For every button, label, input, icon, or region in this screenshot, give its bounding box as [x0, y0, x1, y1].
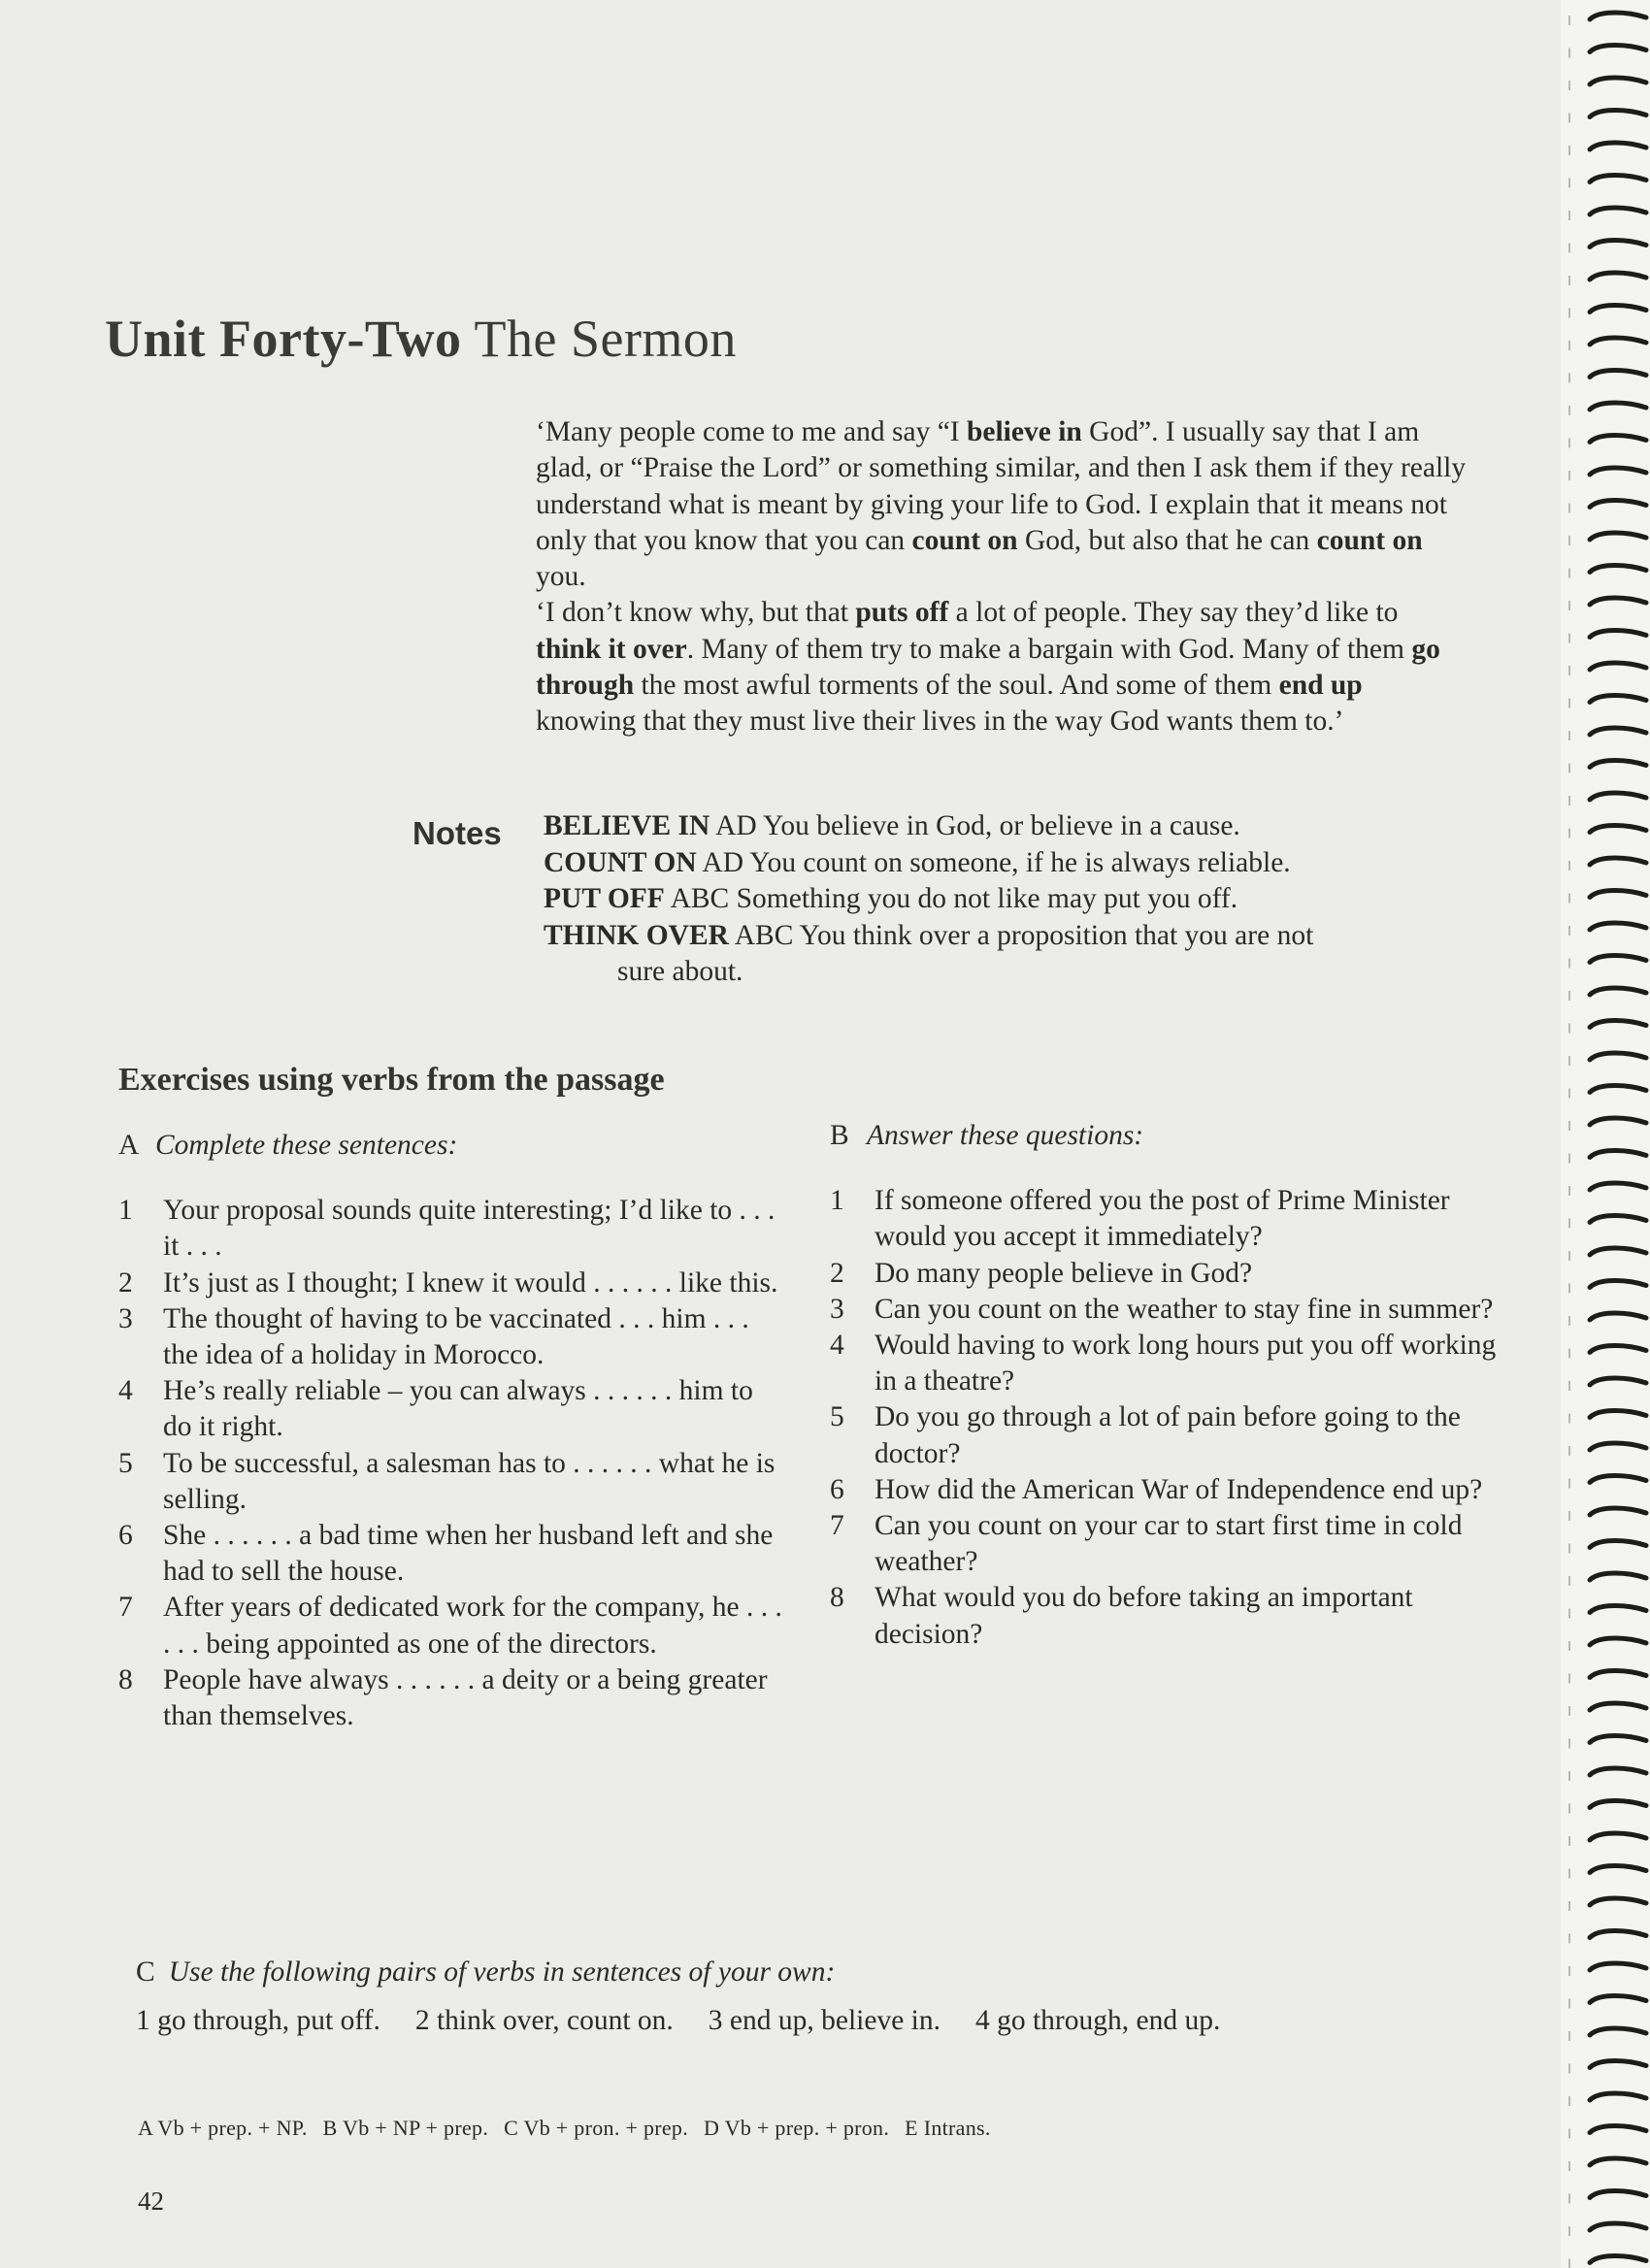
- spiral-coil: [1590, 241, 1646, 247]
- binding-hole: [1568, 699, 1570, 708]
- item-text: Your proposal sounds quite interesting; I’d like to . . . it . . .: [163, 1195, 776, 1263]
- spiral-coil: [1590, 273, 1646, 279]
- spiral-coil: [1590, 1931, 1646, 1938]
- exercise-c-header: [136, 1954, 1495, 1990]
- spiral-coil: [1590, 1703, 1646, 1710]
- note-text: You think over a proposition that you are not: [799, 919, 1314, 951]
- exercise-letter: C: [136, 1956, 155, 1988]
- verb-pair: 2 think over, count on.: [414, 2005, 674, 2036]
- passage-text: . Many of them try to make a bargain with God. Many of them: [686, 633, 1412, 665]
- binding-hole: [1568, 146, 1570, 155]
- binding-hole: [1568, 1934, 1570, 1944]
- binding-hole: [1568, 114, 1570, 123]
- spiral-coil: [1590, 1996, 1646, 2003]
- binding-hole: [1568, 536, 1570, 545]
- exercise-instruction: Complete these sentences:: [155, 1130, 458, 1161]
- binding-hole: [1568, 666, 1570, 675]
- spiral-coil: [1590, 176, 1646, 182]
- unit-number: Unit Forty-Two: [105, 310, 462, 368]
- item-number: 5: [118, 1447, 133, 1479]
- binding-hole: [1568, 1089, 1570, 1099]
- item-text: After years of dedicated work for the company, he . . . . . . being appointed as one of the directors.: [163, 1592, 782, 1660]
- item-text: It’s just as I thought; I knew it would . . . . . . like this.: [163, 1266, 778, 1298]
- spiral-coil: [1590, 2028, 1646, 2035]
- binding-hole: [1568, 861, 1570, 871]
- binding-hole: [1568, 1316, 1570, 1326]
- note-code: ABC: [734, 919, 794, 951]
- note-code: AD: [702, 846, 743, 878]
- phrasal-verb: believe in: [966, 416, 1082, 447]
- binding-hole: [1568, 1446, 1570, 1456]
- binding-hole: [1568, 601, 1570, 610]
- item-text: Would having to work long hours put you off working in a theatre?: [874, 1330, 1497, 1397]
- page-number: 42: [138, 2186, 164, 2216]
- spiral-coil: [1590, 793, 1646, 800]
- binding-hole: [1568, 2096, 1570, 2106]
- spiral-coil: [1590, 858, 1646, 865]
- spiral-coil: [1590, 306, 1646, 312]
- exercise-a-items: [118, 1193, 788, 1734]
- item-number: 5: [830, 1401, 844, 1433]
- item-number: 4: [118, 1375, 133, 1407]
- spiral-coil: [1590, 1736, 1646, 1743]
- item-text: Can you count on your car to start first time in cold weather?: [874, 1510, 1463, 1578]
- binding-hole: [1568, 569, 1570, 578]
- legend-item: B Vb + NP + prep.: [322, 2116, 489, 2140]
- phrasal-verb: think it over: [536, 633, 687, 665]
- spiral-coil: [1590, 1053, 1646, 1060]
- spiral-coil: [1590, 1021, 1646, 1028]
- note-text: You count on someone, if he is always reliable.: [749, 846, 1291, 878]
- binding-hole: [1568, 2259, 1570, 2268]
- spiral-coil: [1590, 1541, 1646, 1548]
- binding-hole: [1568, 244, 1570, 253]
- phrasal-verb: end up: [1278, 670, 1363, 702]
- exercise-item: [830, 1328, 1509, 1399]
- spiral-coil: [1590, 1638, 1646, 1645]
- spiral-coil: [1590, 663, 1646, 670]
- spiral-coil: [1590, 696, 1646, 703]
- exercise-item: [830, 1292, 1509, 1328]
- spiral-coil: [1590, 1216, 1646, 1223]
- item-text: She . . . . . . a bad time when her husband left and she had to sell the house.: [163, 1520, 774, 1588]
- item-number: 1: [118, 1195, 133, 1227]
- exercise-a-header: [118, 1128, 788, 1164]
- exercise-item: [118, 1662, 788, 1734]
- binding-hole: [1568, 504, 1570, 513]
- spiral-coil: [1590, 956, 1646, 963]
- exercise-item: [830, 1472, 1509, 1508]
- exercise-c-pairs: [136, 2002, 1495, 2039]
- binding-hole: [1568, 2194, 1570, 2204]
- binding-hole: [1568, 731, 1570, 740]
- binding-hole: [1568, 2129, 1570, 2139]
- spiral-coil: [1590, 2126, 1646, 2133]
- binding-hole: [1568, 276, 1570, 285]
- spiral-coil: [1590, 2061, 1646, 2068]
- binding-hole: [1568, 1641, 1570, 1651]
- phrasal-verb: go through: [536, 633, 1440, 702]
- spiral-coil: [1590, 1508, 1646, 1515]
- spiral-coil: [1590, 1411, 1646, 1418]
- passage-text: knowing that they must live their lives in the way God wants them to.’: [536, 706, 1344, 738]
- exercise-item: [118, 1590, 788, 1661]
- spiral-coil: [1590, 13, 1646, 19]
- note-line: [544, 808, 1475, 845]
- binding-hole: [1568, 926, 1570, 936]
- binding-hole: [1568, 1479, 1570, 1489]
- note-code: AD: [715, 810, 757, 841]
- passage-paragraph: [536, 595, 1468, 740]
- item-number: 1: [830, 1185, 844, 1217]
- spiral-coil: [1590, 1151, 1646, 1158]
- spiral-coil: [1590, 1346, 1646, 1353]
- note-text: Something you do not like may put you off.: [736, 883, 1238, 914]
- binding-hole: [1568, 1966, 1570, 1976]
- binding-hole: [1568, 1836, 1570, 1846]
- note-line: [544, 845, 1475, 882]
- spiral-coil: [1590, 1183, 1646, 1190]
- binding-hole: [1568, 1414, 1570, 1424]
- notes-label: Notes: [412, 815, 502, 851]
- item-number: 2: [830, 1257, 844, 1289]
- spiral-coil: [1590, 598, 1646, 605]
- binding-hole: [1568, 2161, 1570, 2171]
- item-number: 6: [830, 1473, 844, 1505]
- exercise-b-items: [830, 1183, 1509, 1653]
- exercise-item: [118, 1265, 788, 1301]
- item-number: 7: [118, 1592, 133, 1624]
- binding-hole: [1568, 1024, 1570, 1034]
- item-text: How did the American War of Independence end up?: [874, 1473, 1483, 1505]
- binding-hole: [1568, 211, 1570, 220]
- spiral-coil: [1590, 1313, 1646, 1320]
- binding-hole: [1568, 1999, 1570, 2009]
- binding-hole: [1568, 829, 1570, 838]
- spiral-coil: [1590, 1281, 1646, 1288]
- verb-pair: 4 go through, end up.: [974, 2005, 1221, 2036]
- item-text: Do you go through a lot of pain before going to the doctor?: [874, 1401, 1461, 1469]
- note-line: [544, 881, 1475, 918]
- spiral-coil: [1590, 2223, 1646, 2230]
- binding-hole: [1568, 471, 1570, 480]
- passage-text: God”. I usually say that I am glad, or “Praise the Lord” or something similar, and then I ask them if they really understand what is meant by giving your life to God. I explain that it means not only that you know that you can: [536, 416, 1467, 556]
- note-term: BELIEVE IN: [544, 810, 710, 841]
- phrasal-verb: puts off: [855, 597, 949, 629]
- item-text: Do many people believe in God?: [874, 1257, 1253, 1289]
- binding-hole: [1568, 634, 1570, 643]
- binding-hole: [1568, 1576, 1570, 1586]
- binding-hole: [1568, 1804, 1570, 1814]
- spiral-coil: [1590, 1866, 1646, 1873]
- item-number: 6: [118, 1520, 133, 1552]
- legend-item: D Vb + prep. + pron.: [704, 2116, 890, 2140]
- spiral-coil: [1590, 208, 1646, 214]
- spiral-coil: [1590, 1476, 1646, 1483]
- item-text: The thought of having to be vaccinated . . . him . . . the idea of a holiday in Morocco.: [163, 1302, 749, 1371]
- verb-pair: 1 go through, put off.: [136, 2005, 380, 2036]
- passage-text: ‘I don’t know why, but that: [536, 597, 856, 629]
- binding-hole: [1568, 894, 1570, 904]
- binding-hole: [1568, 1706, 1570, 1716]
- passage-text: a lot of people. They say they’d like to: [948, 597, 1399, 629]
- binding-hole: [1568, 1251, 1570, 1261]
- spiral-coil: [1590, 1671, 1646, 1678]
- binding-hole: [1568, 1154, 1570, 1164]
- item-text: What would you do before taking an important decision?: [874, 1582, 1413, 1650]
- spiral-coil: [1590, 338, 1646, 345]
- note-term: THINK OVER: [544, 919, 729, 951]
- item-text: He’s really reliable – you can always . . . . . . him to do it right.: [163, 1375, 753, 1443]
- spiral-coil: [1590, 826, 1646, 833]
- exercise-a: [118, 1128, 788, 1734]
- legend-item: C Vb + pron. + prep.: [504, 2116, 689, 2140]
- binding-hole: [1568, 1284, 1570, 1294]
- note-text: You believe in God, or believe in a cause.: [762, 810, 1240, 841]
- binding-hole: [1568, 179, 1570, 188]
- binding-hole: [1568, 1219, 1570, 1229]
- binding-hole: [1568, 16, 1570, 25]
- item-text: To be successful, a salesman has to . . . . . . what he is selling.: [163, 1447, 776, 1515]
- item-text: People have always . . . . . . a deity or a being greater than themselves.: [163, 1663, 768, 1732]
- exercise-letter: A: [118, 1130, 140, 1161]
- item-number: 3: [830, 1293, 844, 1325]
- spiral-coil: [1590, 2256, 1646, 2263]
- spiral-coil: [1590, 533, 1646, 540]
- spiral-coils: [1561, 0, 1650, 2268]
- exercise-instruction: Answer these questions:: [867, 1120, 1144, 1151]
- spiral-coil: [1590, 631, 1646, 638]
- exercise-item: [830, 1399, 1509, 1471]
- spiral-coil: [1590, 436, 1646, 443]
- binding-hole: [1568, 764, 1570, 773]
- exercise-instruction: Use the following pairs of verbs in sentences of your own:: [168, 1956, 836, 1988]
- binding-hole: [1568, 439, 1570, 448]
- binding-hole: [1568, 1511, 1570, 1521]
- binding-hole: [1568, 1739, 1570, 1749]
- binding-hole: [1568, 1381, 1570, 1391]
- spiral-coil: [1590, 111, 1646, 117]
- passage-paragraph: [536, 414, 1468, 595]
- exercise-item: [830, 1508, 1509, 1580]
- binding-hole: [1568, 1121, 1570, 1131]
- phrasal-verb: count on: [911, 524, 1018, 556]
- item-number: 7: [830, 1510, 844, 1542]
- binding-hole: [1568, 991, 1570, 1001]
- item-number: 3: [118, 1302, 133, 1334]
- spiral-coil: [1590, 1118, 1646, 1125]
- exercise-item: [118, 1301, 788, 1373]
- spiral-coil: [1590, 2191, 1646, 2198]
- binding-hole: [1568, 406, 1570, 415]
- spiral-binding: [1561, 0, 1650, 2268]
- binding-hole: [1568, 81, 1570, 90]
- spiral-coil: [1590, 1606, 1646, 1613]
- exercise-letter: B: [830, 1120, 849, 1151]
- binding-hole: [1568, 2064, 1570, 2074]
- spiral-coil: [1590, 728, 1646, 735]
- spiral-coil: [1590, 2158, 1646, 2165]
- binding-hole: [1568, 1901, 1570, 1911]
- note-continuation: sure about.: [617, 956, 743, 987]
- spiral-coil: [1590, 1248, 1646, 1255]
- binding-hole: [1568, 1349, 1570, 1359]
- exercise-c: [136, 1954, 1495, 2039]
- spiral-coil: [1590, 46, 1646, 52]
- pattern-legend: [138, 2116, 1006, 2141]
- passage-text: the most awful torments of the soul. And some of them: [634, 670, 1279, 702]
- binding-hole: [1568, 1609, 1570, 1619]
- exercise-item: [118, 1518, 788, 1590]
- spiral-coil: [1590, 1086, 1646, 1093]
- item-number: 4: [830, 1330, 844, 1362]
- binding-hole: [1568, 796, 1570, 805]
- spiral-coil: [1590, 143, 1646, 149]
- binding-hole: [1568, 959, 1570, 969]
- spiral-coil: [1590, 923, 1646, 930]
- spiral-coil: [1590, 1833, 1646, 1840]
- spiral-coil: [1590, 403, 1646, 410]
- reading-passage: [536, 414, 1468, 740]
- legend-item: A Vb + prep. + NP.: [138, 2116, 308, 2140]
- passage-text: ‘Many people come to me and say “I: [536, 416, 967, 447]
- spiral-coil: [1590, 468, 1646, 475]
- binding-hole: [1568, 309, 1570, 318]
- binding-hole: [1568, 49, 1570, 58]
- note-term: COUNT ON: [544, 846, 697, 878]
- spiral-coil: [1590, 1443, 1646, 1450]
- spiral-coil: [1590, 1378, 1646, 1385]
- exercises-heading: Exercises using verbs from the passage: [118, 1062, 665, 1098]
- exercise-item: [830, 1183, 1509, 1255]
- spiral-coil: [1590, 1801, 1646, 1808]
- passage-text: God, but also that he can: [1017, 524, 1317, 556]
- binding-hole: [1568, 1056, 1570, 1066]
- binding-hole: [1568, 341, 1570, 350]
- spiral-coil: [1590, 1573, 1646, 1580]
- exercise-item: [118, 1373, 788, 1445]
- unit-name: The Sermon: [474, 310, 737, 368]
- phrasal-verb: count on: [1316, 524, 1423, 556]
- exercise-item: [830, 1580, 1509, 1652]
- exercise-item: [118, 1193, 788, 1265]
- spiral-coil: [1590, 891, 1646, 898]
- verb-pair: 3 end up, believe in.: [708, 2005, 940, 2036]
- binding-hole: [1568, 1869, 1570, 1879]
- exercise-item: [118, 1446, 788, 1518]
- spiral-coil: [1590, 761, 1646, 768]
- spiral-coil: [1590, 501, 1646, 508]
- binding-hole: [1568, 1771, 1570, 1781]
- legend-item: E Intrans.: [905, 2116, 991, 2140]
- item-text: If someone offered you the post of Prime Minister would you accept it immediately?: [874, 1185, 1450, 1253]
- spiral-coil: [1590, 1768, 1646, 1775]
- spiral-coil: [1590, 78, 1646, 84]
- item-text: Can you count on the weather to stay fine in summer?: [874, 1293, 1494, 1325]
- binding-hole: [1568, 374, 1570, 383]
- spiral-coil: [1590, 2093, 1646, 2100]
- spiral-coil: [1590, 1963, 1646, 1970]
- unit-title: [105, 309, 737, 369]
- binding-hole: [1568, 2226, 1570, 2236]
- binding-hole: [1568, 1674, 1570, 1684]
- item-number: 2: [118, 1266, 133, 1298]
- binding-hole: [1568, 1186, 1570, 1196]
- note-line: [544, 918, 1475, 955]
- item-number: 8: [830, 1582, 844, 1614]
- spiral-coil: [1590, 566, 1646, 573]
- exercise-b-header: [830, 1118, 1509, 1154]
- note-term: PUT OFF: [544, 883, 665, 914]
- spiral-coil: [1590, 1898, 1646, 1905]
- binding-hole: [1568, 1544, 1570, 1554]
- binding-hole: [1568, 2031, 1570, 2041]
- notes-list: [544, 808, 1475, 991]
- exercise-b: [830, 1118, 1509, 1653]
- exercise-item: [830, 1256, 1509, 1292]
- note-code: ABC: [670, 883, 730, 914]
- item-number: 8: [118, 1663, 133, 1695]
- passage-text: you.: [536, 561, 586, 593]
- spiral-coil: [1590, 988, 1646, 995]
- spiral-coil: [1590, 371, 1646, 378]
